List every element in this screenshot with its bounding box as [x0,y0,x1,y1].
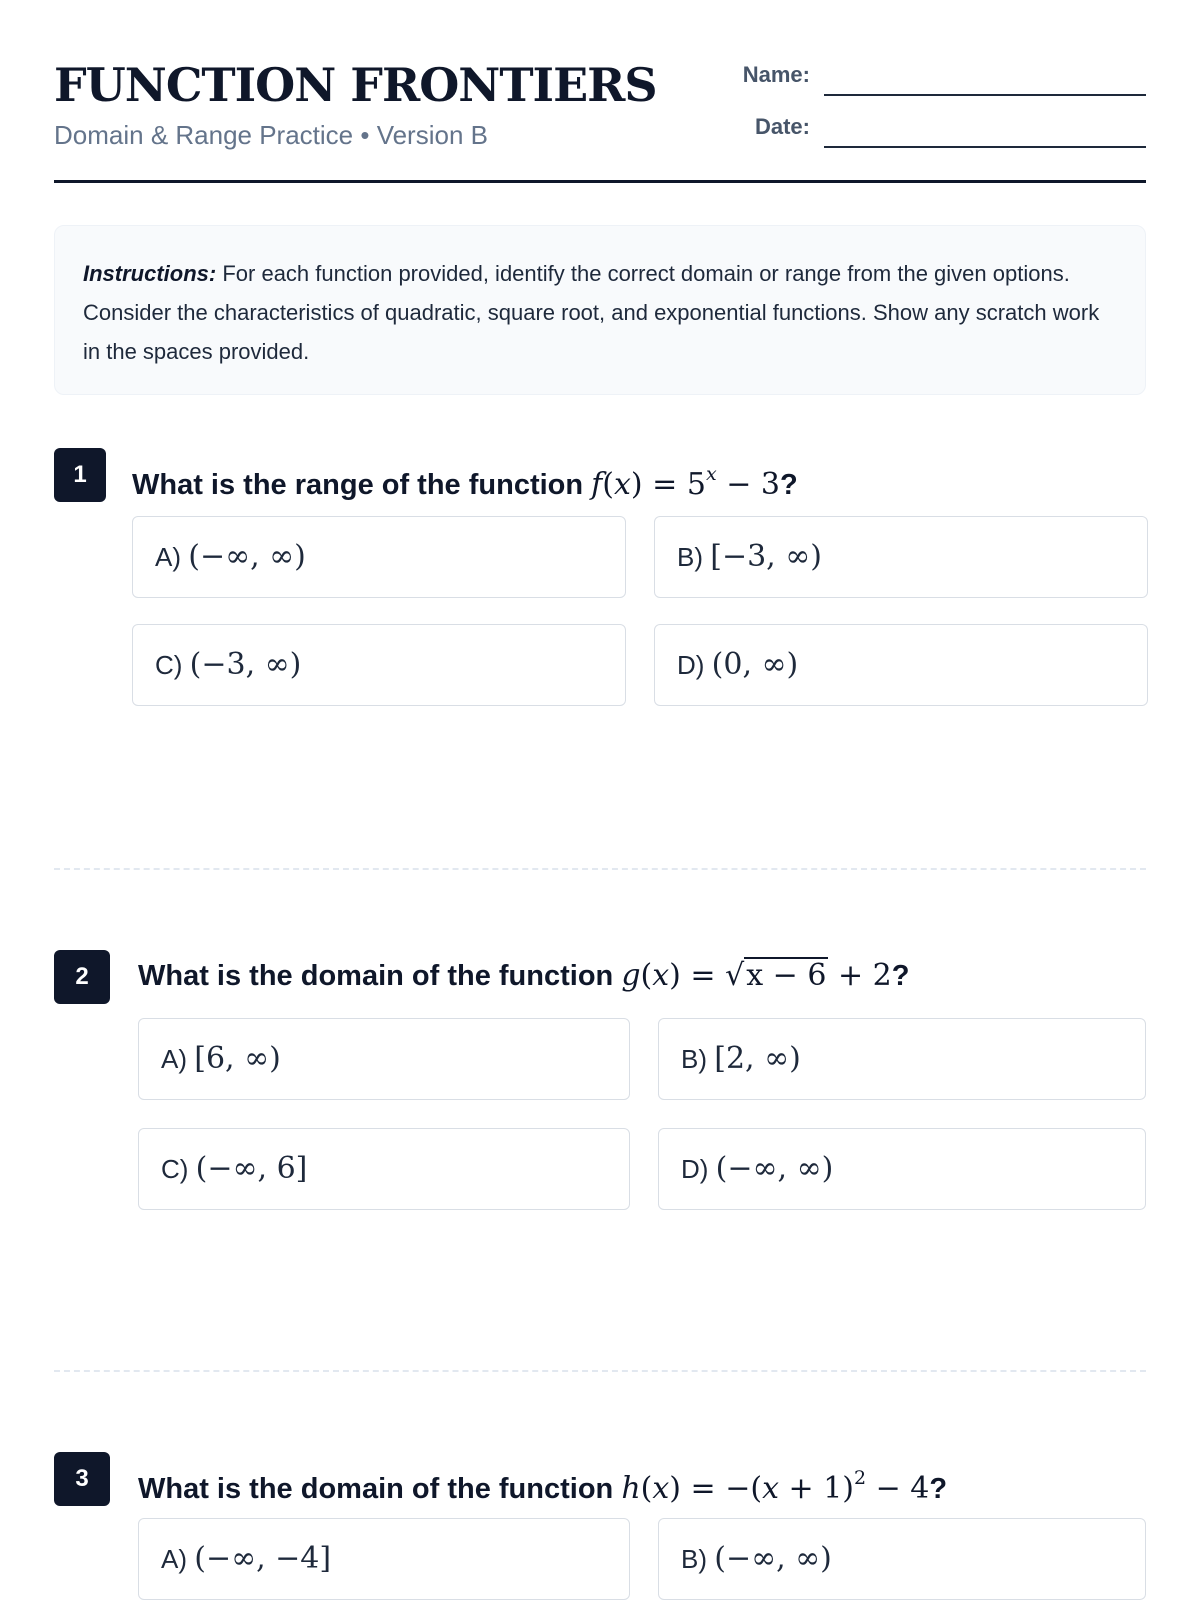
question-mark: ? [929,1473,948,1505]
question-number-badge: 2 [54,950,110,1004]
option-value: [6, ∞) [194,1041,281,1076]
function-expression: $h(x) = -(x + 1)^2 - 4$ [621,1467,930,1506]
radicand: x − 6 [746,958,827,993]
instructions-body: For each function provided, identify the correct domain or range from the given options. Consider the characteristics of quadratic, square root, and exponential functions. Show any scratch work in the spaces provided. [83,261,1100,364]
option-b[interactable] [654,516,1148,598]
question-text: What is the domain of the function [138,960,622,992]
option-a[interactable] [138,1018,630,1100]
header-rule [54,180,1146,183]
option-letter: B) [681,1544,707,1574]
worksheet-subtitle: Domain & Range Practice • Version B [54,120,488,150]
question-divider [54,1370,1146,1372]
question-number-badge: 1 [54,448,106,502]
option-c[interactable] [138,1128,630,1210]
date-field-row [740,108,1146,148]
function-variable: x [614,467,631,502]
option-letter: D) [677,650,705,680]
question-prompt [132,454,798,505]
option-letter: A) [161,1544,187,1574]
expression-tail: − 4 [866,1471,930,1506]
option-letter: B) [677,542,703,572]
option-d[interactable] [658,1128,1146,1210]
function-name: h [621,1471,641,1506]
name-field[interactable] [824,94,1146,96]
option-value: (−∞, ∞) [715,1151,834,1186]
function-expression: $f(x) = 5^x - 3$ [591,463,780,502]
option-letter: A) [161,1044,187,1074]
expression-base: 5 [686,467,706,502]
instructions-lead: Instructions: [83,261,217,286]
date-label: Date: [754,114,810,139]
option-b[interactable] [658,1018,1146,1100]
question-mark: ? [779,469,798,501]
function-name: f [591,467,603,502]
option-c[interactable] [132,624,626,706]
function-variable: x [652,958,670,993]
option-value: (0, ∞) [711,647,799,682]
question-divider [54,868,1146,870]
option-value: (−3, ∞) [189,647,302,682]
option-letter: C) [161,1154,189,1184]
option-value: (−∞, −4] [194,1541,332,1576]
radical-sign: √ [725,958,745,993]
question-text: What is the range of the function [132,469,592,501]
question-text: What is the domain of the function [138,1473,622,1505]
option-letter: C) [155,650,183,680]
name-field-row [740,56,1146,96]
option-letter: A) [155,542,181,572]
date-field[interactable] [824,146,1146,148]
question-prompt [138,956,909,996]
expression-lead: = −( [681,1471,763,1506]
option-letter: B) [681,1044,707,1074]
expression-tail: + 2 [828,958,892,993]
option-value: (−∞, ∞) [188,539,306,574]
worksheet-title: FUNCTION FRONTIERS [54,58,657,112]
worksheet-header [54,56,1146,186]
instructions-box [54,225,1146,395]
function-variable: x [652,1471,670,1506]
option-b[interactable] [658,1518,1146,1600]
expression-inner-tail: + 1) [778,1471,854,1506]
name-label: Name: [742,62,810,87]
question-number-badge: 3 [54,1452,110,1506]
question-prompt [138,1458,947,1509]
function-name: g [621,958,641,993]
question-mark: ? [891,960,910,992]
expression-exponent: x [705,463,717,485]
option-value: [2, ∞) [714,1041,801,1076]
option-value: (−∞, 6] [195,1151,308,1186]
expression-exponent: 2 [853,1467,867,1489]
expression-inner: x [762,1471,779,1506]
square-root [725,956,828,996]
expression-tail: − 3 [716,467,780,502]
option-a[interactable] [132,516,626,598]
option-a[interactable] [138,1518,630,1600]
option-letter: D) [681,1154,709,1184]
option-d[interactable] [654,624,1148,706]
function-expression: g(x) = √x − 6 + 2 [621,958,891,993]
option-value: (−∞, ∞) [714,1541,832,1576]
option-value: [−3, ∞) [710,539,822,574]
